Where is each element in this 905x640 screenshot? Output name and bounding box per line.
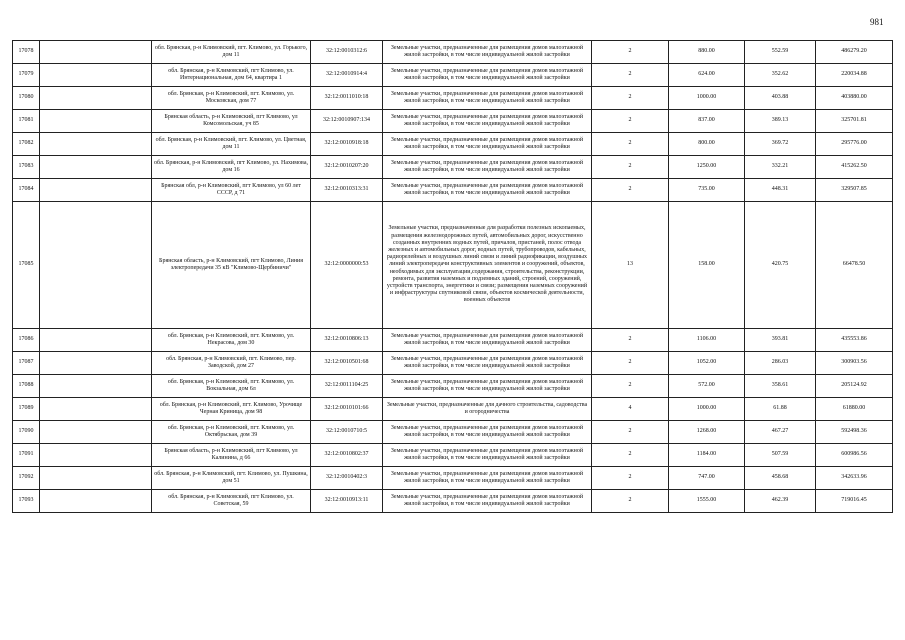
address-cell: обл. Брянская, р-н Климовский, пгт Климово, ул. Нахимова, дом 16 <box>152 156 311 179</box>
address-cell: обл. Брянская, р-н Климовский, пгт Климово, ул. Советская, 59 <box>152 490 311 513</box>
empty-cell <box>40 375 152 398</box>
land-use-cell: Земельные участки, предназначенные для размещения домов малоэтажной жилой застройки, в том числе индивидуальной жилой застройки <box>383 156 592 179</box>
cadastral-number-cell: 32:12:0010802:37 <box>311 444 383 467</box>
empty-cell <box>40 64 152 87</box>
row-id-cell: 17088 <box>13 375 40 398</box>
empty-cell <box>40 87 152 110</box>
land-use-cell: Земельные участки, предназначенные для размещения домов малоэтажной жилой застройки, в том числе индивидуальной жилой застройки <box>383 64 592 87</box>
empty-cell <box>40 490 152 513</box>
empty-cell <box>40 179 152 202</box>
land-use-cell: Земельные участки, предназначенные для размещения домов малоэтажной жилой застройки, в том числе индивидуальной жилой застройки <box>383 110 592 133</box>
price-cell: 332.21 <box>745 156 816 179</box>
price-cell: 389.13 <box>745 110 816 133</box>
row-id-cell: 17085 <box>13 202 40 329</box>
price-cell: 358.61 <box>745 375 816 398</box>
row-id-cell: 17078 <box>13 41 40 64</box>
table-row <box>13 444 893 467</box>
land-use-cell: Земельные участки, предназначенные для размещения домов малоэтажной жилой застройки, в том числе индивидуальной жилой застройки <box>383 41 592 64</box>
row-id-cell: 17093 <box>13 490 40 513</box>
row-id-cell: 17082 <box>13 133 40 156</box>
price-cell: 448.31 <box>745 179 816 202</box>
table-row <box>13 352 893 375</box>
category-cell: 2 <box>592 64 669 87</box>
category-cell: 4 <box>592 398 669 421</box>
land-use-cell: Земельные участки, предназначенные для размещения домов малоэтажной жилой застройки, в том числе индивидуальной жилой застройки <box>383 375 592 398</box>
cadastral-value-cell: 220034.88 <box>816 64 893 87</box>
category-cell: 2 <box>592 133 669 156</box>
row-id-cell: 17090 <box>13 421 40 444</box>
category-cell: 2 <box>592 490 669 513</box>
address-cell: обл. Брянская, р-н Климовский, пгт Климово, ул. Интернациональная, дом 64, квартира 1 <box>152 64 311 87</box>
area-cell: 735.00 <box>669 179 745 202</box>
category-cell: 2 <box>592 156 669 179</box>
category-cell: 2 <box>592 375 669 398</box>
cadastral-number-cell: 32:12:0011010:18 <box>311 87 383 110</box>
address-cell: Брянская обл, р-н Климовский, пгт Климово, ул 60 лет СССР, д 71 <box>152 179 311 202</box>
cadastral-value-cell: 403880.00 <box>816 87 893 110</box>
cadastral-number-cell: 32:12:0010313:31 <box>311 179 383 202</box>
area-cell: 1052.00 <box>669 352 745 375</box>
cadastral-number-cell: 32:12:0000000:53 <box>311 202 383 329</box>
category-cell: 2 <box>592 421 669 444</box>
cadastral-number-cell: 32:12:0010913:11 <box>311 490 383 513</box>
category-cell: 2 <box>592 87 669 110</box>
price-cell: 403.88 <box>745 87 816 110</box>
empty-cell <box>40 352 152 375</box>
cadastral-value-cell: 719016.45 <box>816 490 893 513</box>
price-cell: 458.68 <box>745 467 816 490</box>
row-id-cell: 17092 <box>13 467 40 490</box>
price-cell: 552.59 <box>745 41 816 64</box>
area-cell: 624.00 <box>669 64 745 87</box>
address-cell: обл. Брянская, р-н Климовский, пгт. Климово, ул. Вокзальная, дом 6л <box>152 375 311 398</box>
price-cell: 352.62 <box>745 64 816 87</box>
price-cell: 420.75 <box>745 202 816 329</box>
row-id-cell: 17086 <box>13 329 40 352</box>
address-cell: Брянская область, р-н Климовский, пгт Климово, ул Калинина, д 66 <box>152 444 311 467</box>
address-cell: обл. Брянская, р-н Климовский, пгт. Климово, ул. Октябрьская, дом 39 <box>152 421 311 444</box>
area-cell: 747.00 <box>669 467 745 490</box>
cadastral-value-cell: 435553.86 <box>816 329 893 352</box>
cadastral-number-cell: 32:12:0010907:134 <box>311 110 383 133</box>
table-row <box>13 398 893 421</box>
row-id-cell: 17084 <box>13 179 40 202</box>
category-cell: 2 <box>592 467 669 490</box>
row-id-cell: 17080 <box>13 87 40 110</box>
category-cell: 2 <box>592 179 669 202</box>
page-number: 981 <box>870 17 884 27</box>
cadastral-value-cell: 329507.85 <box>816 179 893 202</box>
address-cell: обл. Брянская, р-н Климовский, пгт. Климово, ул. Горького, дом 11 <box>152 41 311 64</box>
cadastral-value-cell: 61880.00 <box>816 398 893 421</box>
table-row <box>13 64 893 87</box>
land-use-cell: Земельные участки, предназначенные для размещения домов малоэтажной жилой застройки, в том числе индивидуальной жилой застройки <box>383 490 592 513</box>
cadastral-value-cell: 600986.56 <box>816 444 893 467</box>
table-body <box>13 41 893 513</box>
empty-cell <box>40 398 152 421</box>
land-registry-table <box>12 40 893 513</box>
empty-cell <box>40 444 152 467</box>
cadastral-number-cell: 32:12:0010101:66 <box>311 398 383 421</box>
cadastral-value-cell: 295776.00 <box>816 133 893 156</box>
address-cell: обл. Брянская, р-н Климовский, пгт. Климово, ул. Некрасова, дом 30 <box>152 329 311 352</box>
cadastral-number-cell: 32:12:0010312:6 <box>311 41 383 64</box>
area-cell: 1106.00 <box>669 329 745 352</box>
land-use-cell: Земельные участки, предназначенные для размещения домов малоэтажной жилой застройки, в том числе индивидуальной жилой застройки <box>383 467 592 490</box>
category-cell: 13 <box>592 202 669 329</box>
table-row <box>13 490 893 513</box>
empty-cell <box>40 110 152 133</box>
table-row <box>13 110 893 133</box>
empty-cell <box>40 329 152 352</box>
address-cell: обл. Брянская, р-н Климовский, пгт. Климово, ул. Цветная, дом 11 <box>152 133 311 156</box>
land-use-cell: Земельные участки, предназначенные для размещения домов малоэтажной жилой застройки, в том числе индивидуальной жилой застройки <box>383 133 592 156</box>
land-use-cell: Земельные участки, предназначенные для размещения домов малоэтажной жилой застройки, в том числе индивидуальной жилой застройки <box>383 87 592 110</box>
land-use-cell: Земельные участки, предназначенные для размещения домов малоэтажной жилой застройки, в том числе индивидуальной жилой застройки <box>383 329 592 352</box>
address-cell: обл. Брянская, р-н Климовский, пгт. Климово, ул. Пушкина, дом 51 <box>152 467 311 490</box>
area-cell: 158.00 <box>669 202 745 329</box>
table-row <box>13 467 893 490</box>
category-cell: 2 <box>592 41 669 64</box>
area-cell: 1184.00 <box>669 444 745 467</box>
empty-cell <box>40 421 152 444</box>
cadastral-value-cell: 300903.56 <box>816 352 893 375</box>
cadastral-number-cell: 32:12:0010402:3 <box>311 467 383 490</box>
area-cell: 1268.00 <box>669 421 745 444</box>
row-id-cell: 17091 <box>13 444 40 467</box>
price-cell: 393.81 <box>745 329 816 352</box>
table-row <box>13 87 893 110</box>
cadastral-number-cell: 32:12:0010710:5 <box>311 421 383 444</box>
cadastral-value-cell: 342633.96 <box>816 467 893 490</box>
area-cell: 880.00 <box>669 41 745 64</box>
cadastral-number-cell: 32:12:0010501:68 <box>311 352 383 375</box>
area-cell: 800.00 <box>669 133 745 156</box>
category-cell: 2 <box>592 329 669 352</box>
empty-cell <box>40 41 152 64</box>
address-cell: обл. Брянская, р-н Климовский, пгт. Климово, ул. Московская, дом 77 <box>152 87 311 110</box>
price-cell: 462.39 <box>745 490 816 513</box>
category-cell: 2 <box>592 352 669 375</box>
land-use-cell: Земельные участки, предназначенные для размещения домов малоэтажной жилой застройки, в том числе индивидуальной жилой застройки <box>383 421 592 444</box>
table-row <box>13 421 893 444</box>
cadastral-number-cell: 32:12:0011104:25 <box>311 375 383 398</box>
empty-cell <box>40 202 152 329</box>
area-cell: 837.00 <box>669 110 745 133</box>
table-row <box>13 41 893 64</box>
category-cell: 2 <box>592 444 669 467</box>
row-id-cell: 17089 <box>13 398 40 421</box>
row-id-cell: 17079 <box>13 64 40 87</box>
address-cell: Брянская область, р-н Климовский, пгт Климово, Линия электропередачи 35 кВ "Климово-Щербиничи" <box>152 202 311 329</box>
cadastral-value-cell: 592498.36 <box>816 421 893 444</box>
land-use-cell: Земельные участки, предназначенные для размещения домов малоэтажной жилой застройки, в том числе индивидуальной жилой застройки <box>383 179 592 202</box>
row-id-cell: 17081 <box>13 110 40 133</box>
cadastral-number-cell: 32:12:0010207:20 <box>311 156 383 179</box>
land-use-cell: Земельные участки, предназначенные для размещения домов малоэтажной жилой застройки, в том числе индивидуальной жилой застройки <box>383 352 592 375</box>
table-row <box>13 156 893 179</box>
price-cell: 286.03 <box>745 352 816 375</box>
cadastral-value-cell: 66478.50 <box>816 202 893 329</box>
area-cell: 572.00 <box>669 375 745 398</box>
table-row <box>13 375 893 398</box>
cadastral-value-cell: 415262.50 <box>816 156 893 179</box>
category-cell: 2 <box>592 110 669 133</box>
cadastral-number-cell: 32:12:0010914:4 <box>311 64 383 87</box>
address-cell: обл. Брянская, р-н Климовский, пгт. Климово, Урочище Черная Криница, дом 98 <box>152 398 311 421</box>
table-row <box>13 329 893 352</box>
address-cell: Брянская область, р-н Климовский, пгт Климово, ул Комсомольская, уч 85 <box>152 110 311 133</box>
cadastral-value-cell: 486279.20 <box>816 41 893 64</box>
area-cell: 1555.00 <box>669 490 745 513</box>
table-row <box>13 202 893 329</box>
cadastral-value-cell: 205124.92 <box>816 375 893 398</box>
row-id-cell: 17083 <box>13 156 40 179</box>
area-cell: 1250.00 <box>669 156 745 179</box>
table-row <box>13 179 893 202</box>
area-cell: 1000.00 <box>669 398 745 421</box>
cadastral-value-cell: 325701.81 <box>816 110 893 133</box>
price-cell: 507.59 <box>745 444 816 467</box>
empty-cell <box>40 467 152 490</box>
land-use-cell: Земельные участки, предназначенные для дачного строительства, садоводства и огородничества <box>383 398 592 421</box>
empty-cell <box>40 156 152 179</box>
row-id-cell: 17087 <box>13 352 40 375</box>
land-use-cell: Земельные участки, предназначенные для размещения домов малоэтажной жилой застройки, в том числе индивидуальной жилой застройки <box>383 444 592 467</box>
area-cell: 1000.00 <box>669 87 745 110</box>
land-use-cell: Земельные участки, предназначенные для разработки полезных ископаемых, размещения железнодорожных путей, автомобильных дорог, искусственно созданных внутренних водных путей, причалов, пристаней, полос отвода железных и автомобильных дорог, водных путей, трубопроводов, кабельных, радиорелейных и воздушных линий связи и линий радиофикации, воздушных линий электропередачи конструктивных элементов и сооружений, объектов, необходимых для эксплуатации,содержания, строительства, реконструкции, ремонта, развития наземных и подземных зданий, строений, сооружений, устройств транспорта, энергетики и связи; размещения наземных сооружений и инфраструктуры спутниковой связи, объектов космической деятельности, военных объектов <box>383 202 592 329</box>
empty-cell <box>40 133 152 156</box>
table-row <box>13 133 893 156</box>
cadastral-number-cell: 32:12:0010918:18 <box>311 133 383 156</box>
price-cell: 369.72 <box>745 133 816 156</box>
price-cell: 467.27 <box>745 421 816 444</box>
price-cell: 61.88 <box>745 398 816 421</box>
address-cell: обл. Брянская, р-н Климовский, пгт. Климово, пер. Заводской, дом 27 <box>152 352 311 375</box>
cadastral-number-cell: 32:12:0010806:13 <box>311 329 383 352</box>
